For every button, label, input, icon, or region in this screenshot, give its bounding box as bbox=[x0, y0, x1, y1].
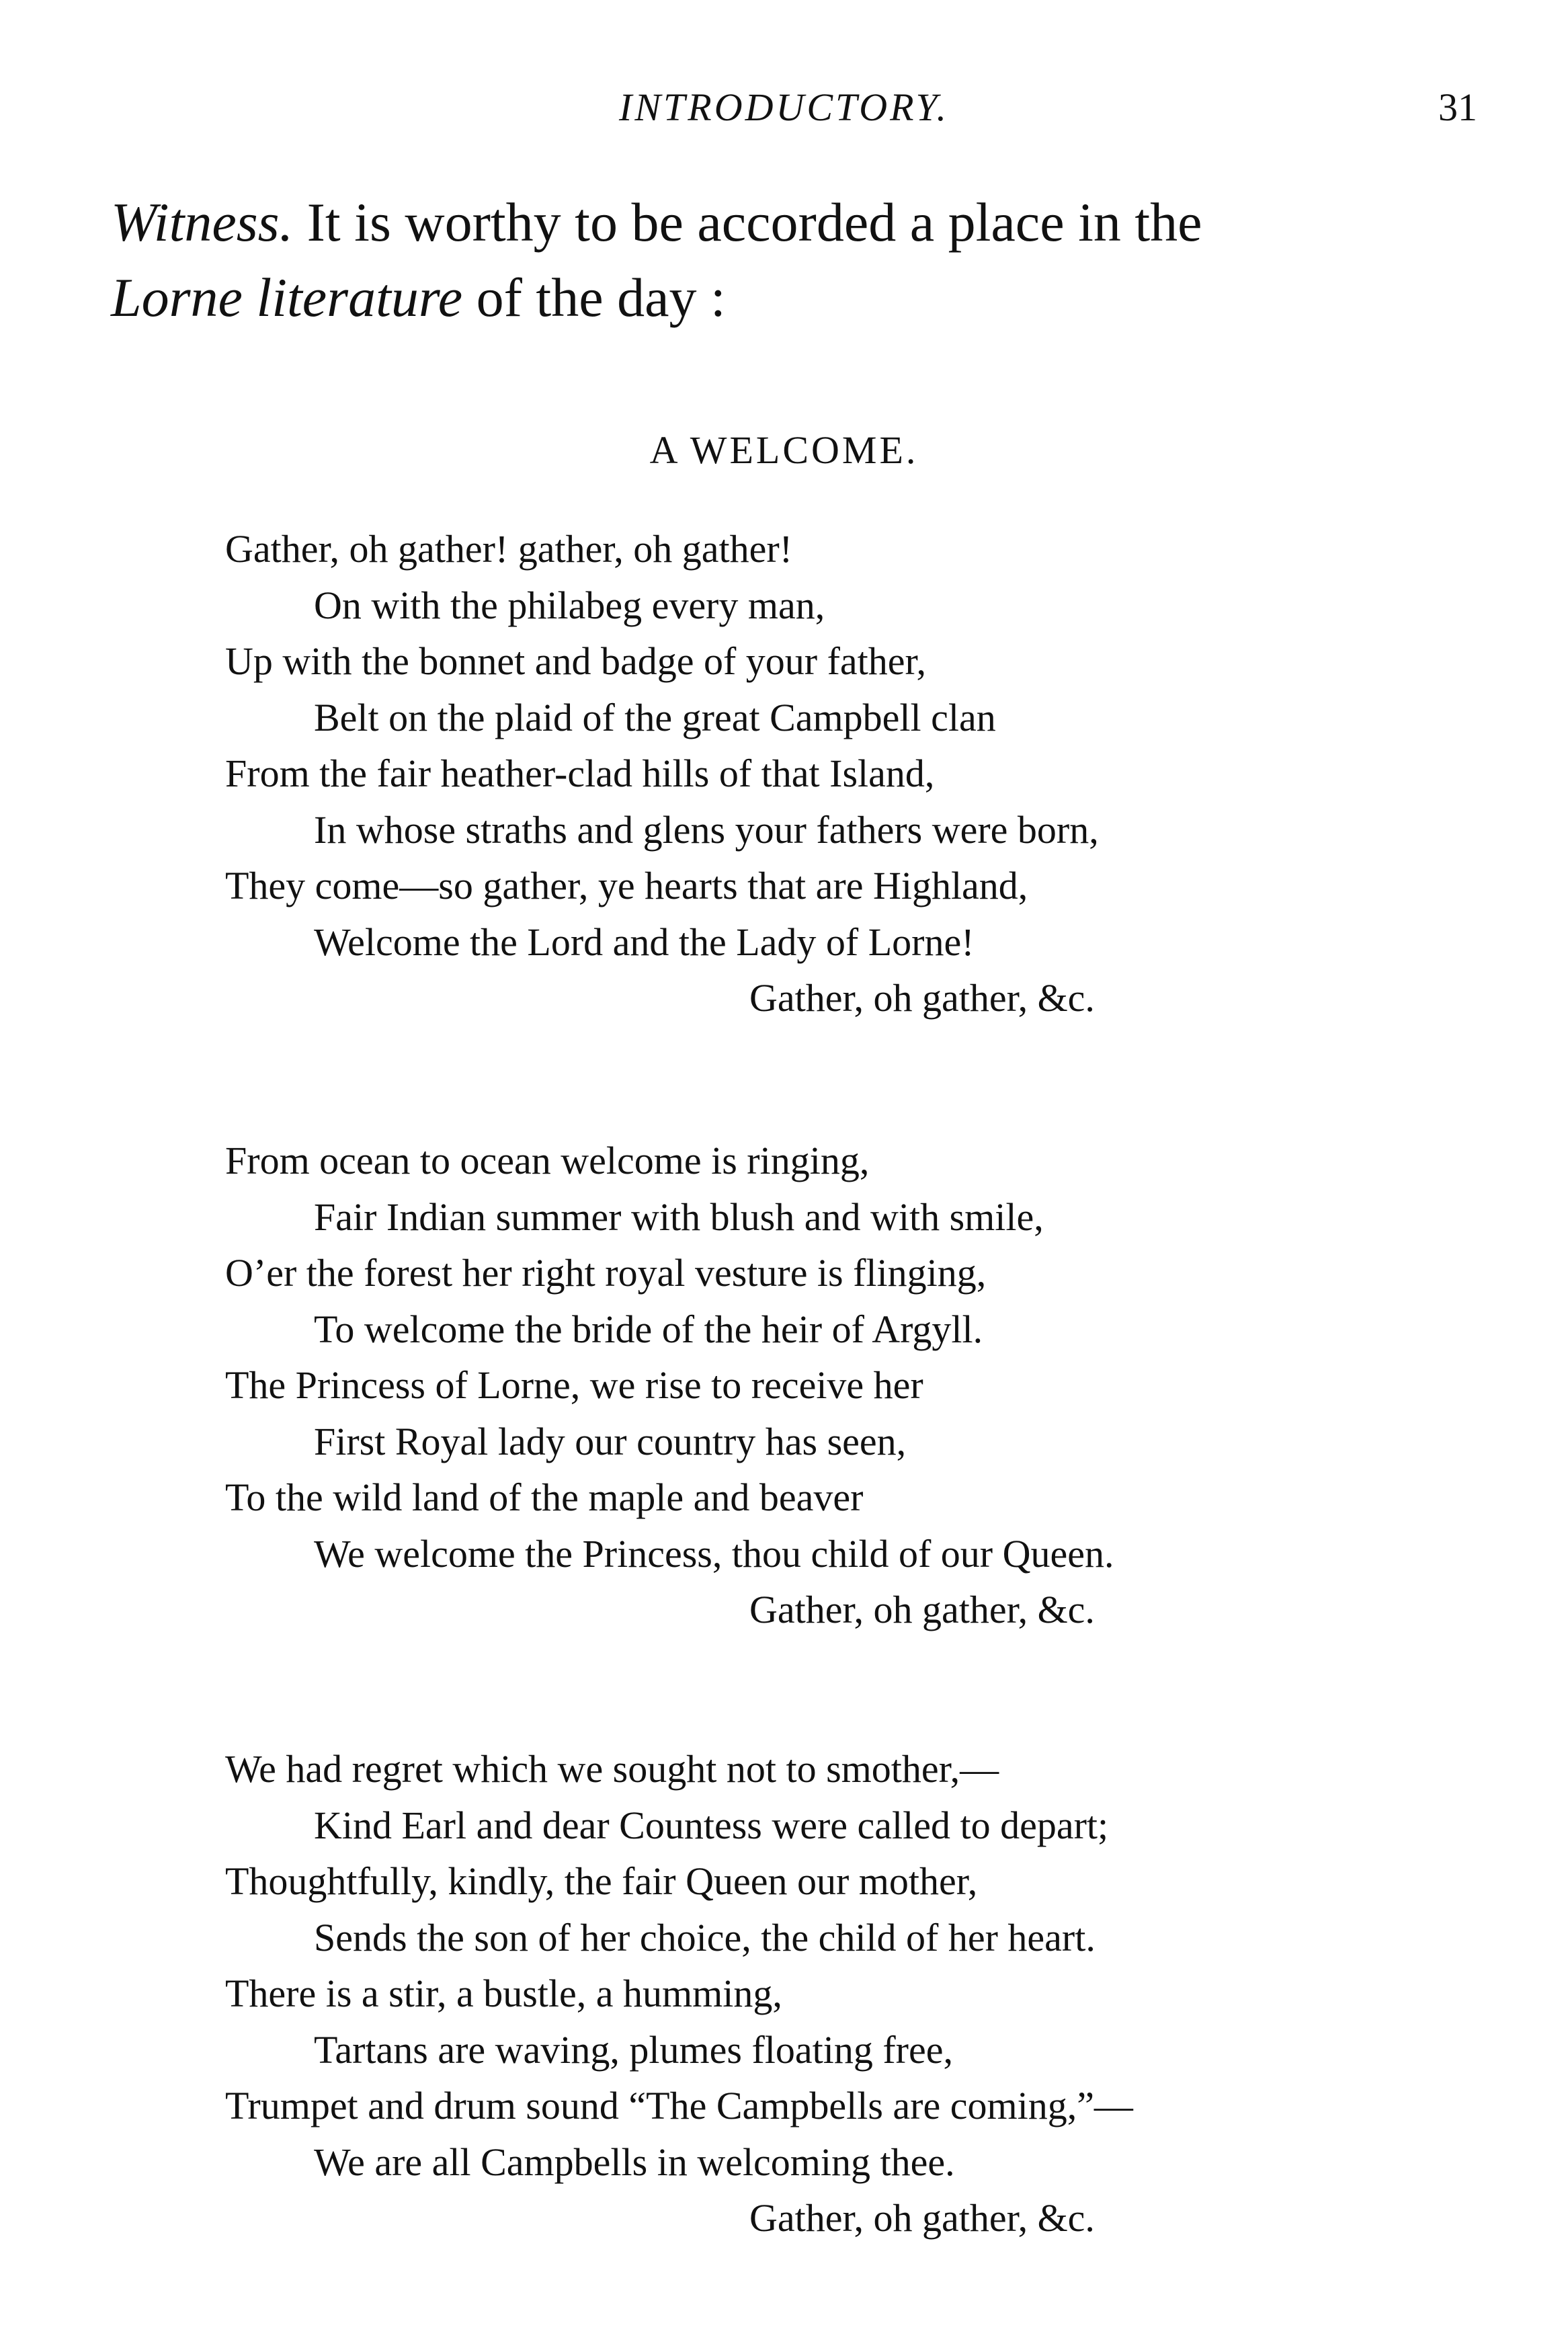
intro-line-2 bbox=[111, 260, 1489, 335]
verse-line: Fair Indian summer with blush and with smile, bbox=[314, 1194, 1044, 1239]
verse-line: Kind Earl and dear Countess were called to depart; bbox=[314, 1803, 1109, 1847]
verse-line: To the wild land of the maple and beaver bbox=[225, 1475, 864, 1519]
verse-line: There is a stir, a bustle, a humming, bbox=[225, 1972, 782, 2015]
intro-line-1 bbox=[111, 185, 1489, 260]
refrain-line: Gather, oh gather, &c. bbox=[749, 2196, 1095, 2240]
witness-title: Witness. bbox=[111, 192, 294, 253]
verse-line: From the fair heather-clad hills of that Island, bbox=[225, 752, 935, 795]
intro-paragraph bbox=[111, 185, 1489, 335]
verse-line: Belt on the plaid of the great Campbell clan bbox=[314, 695, 996, 739]
verse-line: We had regret which we sought not to smother,— bbox=[225, 1747, 999, 1791]
verse-line: We are all Campbells in welcoming thee. bbox=[314, 2140, 955, 2184]
verse-line: The Princess of Lorne, we rise to receive her bbox=[225, 1363, 923, 1407]
stanza-3 bbox=[225, 1741, 1435, 2246]
running-title: INTRODUCTORY. bbox=[619, 85, 949, 129]
running-head bbox=[0, 81, 1568, 134]
verse-line: O’er the forest her right royal vesture is flinging, bbox=[225, 1251, 987, 1295]
lorne-literature-phrase: Lorne literature bbox=[111, 267, 463, 328]
verse-line: They come—so gather, ye hearts that are Highland, bbox=[225, 864, 1028, 907]
verse-line: Gather, oh gather! gather, oh gather! bbox=[225, 527, 793, 571]
verse-line: Thoughtfully, kindly, the fair Queen our mother, bbox=[225, 1859, 978, 1903]
refrain-line: Gather, oh gather, &c. bbox=[749, 1588, 1095, 1631]
stanza-1 bbox=[225, 521, 1435, 1026]
page-number: 31 bbox=[1438, 85, 1477, 129]
verse-line: Trumpet and drum sound “The Campbells are coming,”— bbox=[225, 2084, 1133, 2127]
poem-title: A WELCOME. bbox=[649, 428, 919, 472]
verse-line: Sends the son of her choice, the child of her heart. bbox=[314, 1915, 1096, 1959]
refrain-line: Gather, oh gather, &c. bbox=[749, 976, 1095, 1020]
verse-line: On with the philabeg every man, bbox=[314, 583, 825, 627]
intro-line-1-text: It is worthy to be accorded a place in the bbox=[293, 192, 1202, 253]
verse-line: Up with the bonnet and badge of your father, bbox=[225, 639, 926, 683]
verse-line: Tartans are waving, plumes floating free, bbox=[314, 2027, 953, 2072]
verse-line: From ocean to ocean welcome is ringing, bbox=[225, 1139, 870, 1182]
stanza-2 bbox=[225, 1133, 1435, 1638]
verse-line: First Royal lady our country has seen, bbox=[314, 1419, 907, 1463]
intro-line-2-text: of the day : bbox=[462, 267, 726, 328]
verse-line: In whose straths and glens your fathers were born, bbox=[314, 807, 1099, 852]
verse-line: To welcome the bride of the heir of Argyll. bbox=[314, 1307, 983, 1351]
verse-line: Welcome the Lord and the Lady of Lorne! bbox=[314, 920, 975, 964]
verse-line: We welcome the Princess, thou child of our Queen. bbox=[314, 1531, 1114, 1576]
